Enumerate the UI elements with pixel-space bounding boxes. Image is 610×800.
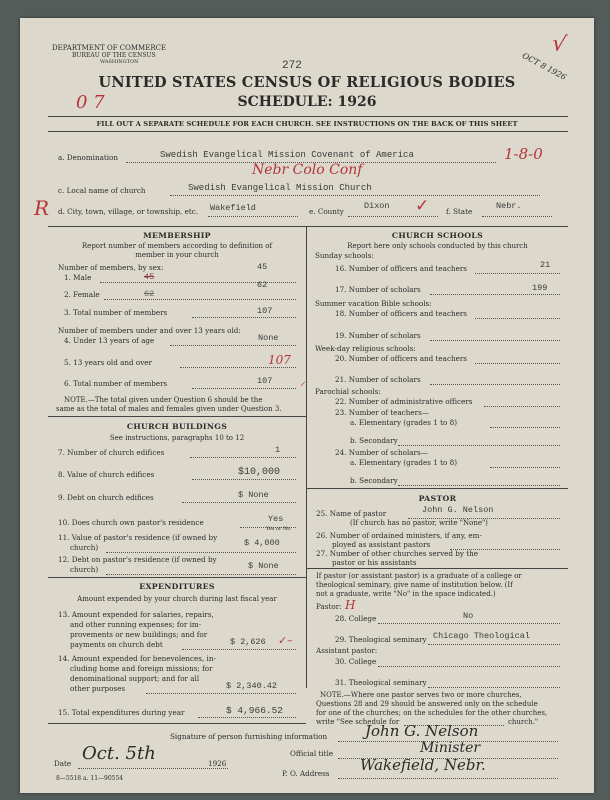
expenditures-title: EXPENDITURES [139, 582, 215, 591]
census-schedule-page [20, 18, 594, 793]
assistant-pastor-subheading: Assistant pastor: [316, 646, 378, 655]
q27-label: 27. Number of other churches served by the [316, 549, 479, 558]
q25-value: John G. Nelson [422, 505, 494, 515]
check-mark-icon: √ [549, 30, 569, 59]
q25-label: 25. Name of pastor [316, 509, 387, 518]
q14-label-3: denominational support; and for all [70, 674, 200, 683]
q10-label: 10. Does church own pastor's residence [58, 518, 204, 527]
state-value: Nebr. [496, 201, 522, 211]
pastor-subheading: Pastor: [316, 602, 342, 611]
signature-value: John G. Nelson [365, 722, 479, 740]
q4-value: None [258, 333, 279, 343]
local-name-label: c. Local name of church [58, 186, 146, 195]
q17-value: 199 [532, 283, 548, 293]
q1-struck-value: 45 [144, 272, 155, 282]
q29-label: 29. Theological seminary [335, 635, 427, 644]
weekday-schools-label: Week-day religious schools: [315, 344, 416, 353]
q14-label: 14. Amount expended for benevolences, in- [58, 654, 216, 663]
buildings-subtitle: See instructions, paragraphs 10 to 12 [109, 434, 245, 442]
q26-label-2: ployed as assistant pastors [332, 540, 431, 549]
q10-hint: Yes or No [266, 526, 291, 532]
parochial-schools-label: Parochial schools: [315, 387, 381, 396]
q24b-label: b. Secondary [350, 476, 398, 485]
date-value: Oct. 5th [82, 743, 156, 764]
instruction-line: FILL OUT A SEPARATE SCHEDULE FOR EACH CHURCH. SEE INSTRUCTIONS ON THE BACK OF THIS SHEET [96, 120, 518, 128]
q6-value: 107 [257, 376, 273, 386]
q24a-label: a. Elementary (grades 1 to 8) [350, 458, 457, 467]
q14-label-4: other purposes [70, 684, 126, 693]
denomination-value: Swedish Evangelical Mission Covenant of America [160, 150, 414, 160]
pastor-footnote-5: church." [508, 718, 539, 726]
denomination-label: a. Denomination [58, 153, 118, 162]
summer-schools-label: Summer vacation Bible schools: [315, 299, 432, 308]
q31-label: 31. Theological seminary [335, 678, 427, 687]
graduate-note-1: If pastor (or assistant pastor) is a graduate of a college or [316, 572, 522, 580]
q28-value: No [463, 611, 474, 621]
denomination-code: 1-8-0 [504, 145, 543, 163]
sunday-schools-label: Sunday schools: [315, 251, 374, 260]
q2-label: 2. Female [64, 290, 100, 299]
q13-label: 13. Amount expended for salaries, repairs, [58, 610, 214, 619]
buildings-title: CHURCH BUILDINGS [126, 422, 228, 431]
q24-label: 24. Number of scholars— [335, 448, 428, 457]
q23-label: 23. Number of teachers— [335, 408, 429, 417]
q9-label: 9. Debt on church edifices [58, 493, 154, 502]
graduate-note-2: theological seminary, give name of institution below. (If [316, 581, 513, 589]
city-label-field: d. City, town, village, or township, etc. [58, 207, 199, 216]
r-mark: R [34, 196, 50, 220]
denomination-handwritten: Nebr Colo Conf [252, 162, 363, 178]
county-label: e. County [309, 207, 344, 216]
q11-value: $ 4,000 [244, 538, 280, 548]
signature-label: Signature of person furnishing information [170, 732, 328, 741]
q28-label: 28. College [335, 614, 377, 623]
expenditures-subtitle: Amount expended by your church during last fiscal year [77, 595, 277, 603]
schools-title: CHURCH SCHOOLS [391, 231, 484, 240]
department-label: DEPARTMENT OF COMMERCE [52, 44, 167, 52]
q25-note: (If church has no pastor, write "None") [350, 519, 488, 527]
membership-footnote-1: NOTE.—The total given under Question 6 should be the [64, 396, 263, 404]
q30-label: 30. College [335, 657, 377, 666]
q13-label-4: payments on church debt [70, 640, 163, 649]
pastor-footnote-3: for one of the churches; on the schedules for the other churches, [316, 709, 548, 717]
received-stamp: OCT 8 1926 [520, 51, 568, 82]
q16-label: 16. Number of officers and teachers [335, 264, 467, 273]
po-address-label: P. O. Address [282, 769, 330, 778]
pastor-footnote-4: write "See schedule for [316, 718, 400, 726]
bureau-label: BUREAU OF THE CENSUS [72, 52, 156, 59]
q14-label-2: cluding home and foreign missions; for [70, 664, 213, 673]
q19-label: 19. Number of scholars [335, 331, 421, 340]
code-mark: 0 7 [76, 92, 105, 113]
q13-check-icon: ✓– [278, 634, 293, 647]
q11-label-2: church) [70, 543, 99, 552]
city-value: Wakefield [210, 203, 256, 213]
q26-label: 26. Number of ordained ministers, if any, em- [316, 531, 482, 540]
q13-label-3: provements or new buildings; and for [70, 630, 208, 639]
pastor-mark: H [345, 598, 356, 612]
schools-subtitle: Report here only schools conducted by this church [347, 242, 528, 250]
date-year: 1926 [208, 759, 227, 768]
q13-label-2: and other running expenses; for im- [70, 620, 202, 629]
city-label: WASHINGTON [100, 59, 139, 65]
q1-label: 1. Male [64, 273, 92, 282]
q7-value: 1 [275, 445, 281, 455]
form-number: 272 [282, 60, 302, 72]
q14-value: $ 2,340.42 [226, 681, 278, 691]
q15-label: 15. Total expenditures during year [58, 708, 185, 717]
date-label: Date [54, 759, 72, 768]
pastor-title: PASTOR [418, 494, 457, 503]
county-check-icon: ✓ [415, 196, 430, 216]
membership-note-2: member in your church [135, 251, 219, 259]
q18-label: 18. Number of officers and teachers [335, 309, 467, 318]
membership-footnote-2: same as the total of males and females given under Question 3. [56, 405, 282, 413]
q21-label: 21. Number of scholars [335, 375, 421, 384]
members-by-sex-label: Number of members, by sex: [58, 263, 164, 272]
schedule-title: SCHEDULE: 1926 [237, 94, 377, 110]
membership-title: MEMBERSHIP [143, 231, 211, 240]
state-label: f. State [446, 207, 473, 216]
q4-label: 4. Under 13 years of age [64, 336, 155, 345]
q13-value: $ 2,626 [230, 637, 266, 647]
q12-label: 12. Debt on pastor's residence (if owned by [58, 555, 217, 564]
q8-value: $10,000 [238, 467, 281, 478]
q15-value: $ 4,966.52 [226, 705, 284, 716]
q6-label: 6. Total number of members [64, 379, 168, 388]
local-name-value: Swedish Evangelical Mission Church [188, 183, 372, 193]
q23b-label: b. Secondary [350, 436, 398, 445]
q10-value: Yes [268, 514, 284, 524]
q16-value: 21 [540, 260, 551, 270]
graduate-note-3: not a graduate, write "No" in the space indicated.) [316, 590, 496, 598]
q2-value: 62 [257, 280, 268, 290]
official-title-value: Minister [420, 740, 481, 756]
q3-label: 3. Total number of members [64, 308, 168, 317]
q20-label: 20. Number of officers and teachers [335, 354, 467, 363]
q7-label: 7. Number of church edifices [58, 448, 165, 457]
q6-tick-icon: ⸝ [300, 374, 307, 388]
q1-value: 45 [257, 262, 268, 272]
q9-value: $ None [238, 490, 269, 500]
q23a-label: a. Elementary (grades 1 to 8) [350, 418, 457, 427]
po-address-value: Wakefield, Nebr. [360, 756, 486, 774]
official-title-label: Official title [290, 749, 334, 758]
q29-value: Chicago Theological [433, 631, 530, 641]
county-value: Dixon [364, 201, 390, 211]
q8-label: 8. Value of church edifices [58, 470, 155, 479]
q11-label: 11. Value of pastor's residence (if owned by [58, 533, 218, 542]
membership-note-1: Report number of members according to definition of [81, 242, 273, 250]
pastor-footnote-1: NOTE.—Where one pastor serves two or more churches, [320, 691, 522, 699]
q27-label-2: pastor or his assistants [332, 558, 417, 567]
page-title: UNITED STATES CENSUS OF RELIGIOUS BODIES [98, 74, 516, 91]
q22-label: 22. Number of administrative officers [335, 397, 473, 406]
q17-label: 17. Number of scholars [335, 285, 421, 294]
q2-struck-value: 62 [144, 289, 155, 299]
q3-value: 107 [257, 306, 273, 316]
q5-value: 107 [268, 353, 291, 367]
q12-value: $ None [248, 561, 279, 571]
q5-label: 5. 13 years old and over [64, 358, 152, 367]
form-code: 8—5518 a. 11—90554 [56, 775, 124, 782]
pastor-footnote-2: Questions 28 and 29 should be answered only on the schedule [316, 700, 538, 708]
members-by-age-label: Number of members under and over 13 years old: [58, 326, 241, 335]
q12-label-2: church) [70, 565, 99, 574]
